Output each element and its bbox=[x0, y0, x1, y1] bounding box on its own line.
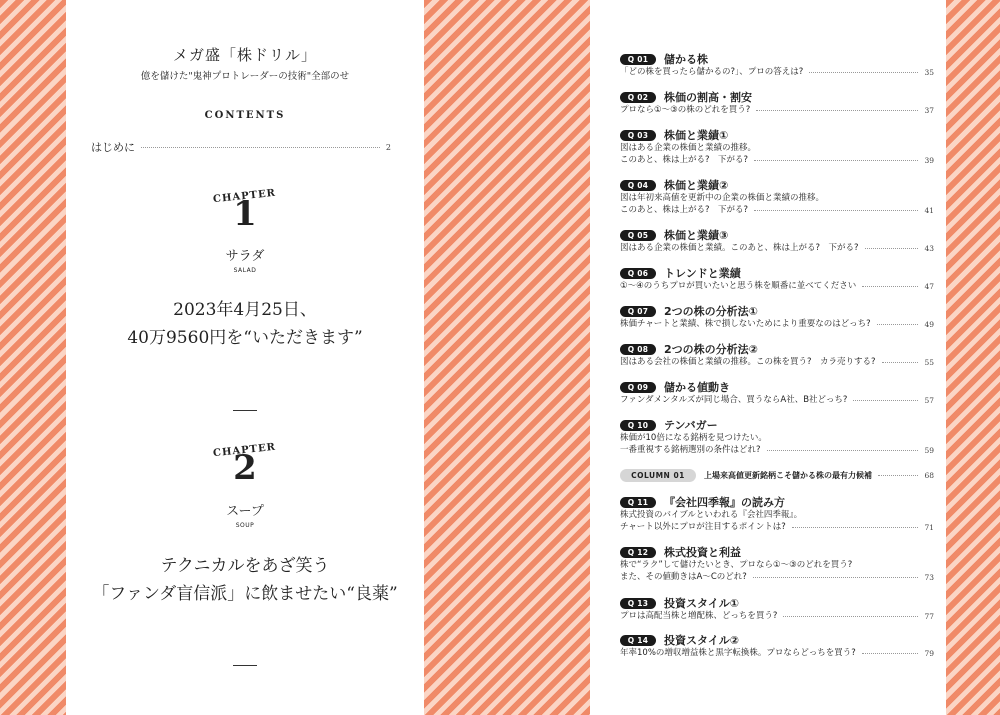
intro-page-number: 2 bbox=[385, 142, 391, 152]
chapter-2-headline[interactable] bbox=[66, 552, 424, 608]
toc-entry-column-01[interactable] bbox=[620, 469, 934, 482]
page-number: 57 bbox=[924, 396, 934, 405]
toc-intro-entry[interactable] bbox=[91, 139, 391, 155]
book-title: メガ盛「株ドリル」 bbox=[172, 46, 317, 64]
book-subtitle: 億を儲けた"鬼神プロトレーダーの技術"全部のせ bbox=[140, 71, 350, 82]
question-badge: Q 13 bbox=[620, 598, 656, 609]
contents-left-page bbox=[66, 0, 424, 715]
stripe-margin-left bbox=[0, 0, 66, 715]
question-badge: Q 07 bbox=[620, 306, 656, 317]
page-number: 41 bbox=[924, 206, 934, 215]
question-badge: Q 12 bbox=[620, 547, 656, 558]
dot-leader bbox=[862, 653, 919, 654]
question-description: 図は年初来高値を更新中の企業の株価と業績の推移。 bbox=[620, 193, 825, 203]
toc-entry-q11[interactable] bbox=[620, 495, 934, 533]
question-badge: Q 08 bbox=[620, 344, 656, 355]
chapter-1-headline-line-1: 2023年4月25日、 bbox=[173, 300, 317, 320]
question-badge: Q 05 bbox=[620, 230, 656, 241]
question-title: 2つの株の分析法① bbox=[664, 305, 758, 318]
chapter-1-number: 1 bbox=[233, 194, 257, 234]
chapter-separator bbox=[233, 665, 257, 666]
toc-entry-q06[interactable] bbox=[620, 266, 934, 292]
contents-heading: CONTENTS bbox=[204, 110, 286, 121]
question-badge: Q 03 bbox=[620, 130, 656, 141]
page-number: 79 bbox=[924, 649, 934, 658]
question-description: 株で“ラク”して儲けたいとき、プロなら①～③のどれを買う? bbox=[620, 560, 853, 570]
question-title: 株価と業績② bbox=[664, 179, 729, 192]
toc-entry-q12[interactable] bbox=[620, 545, 934, 583]
toc-entry-q05[interactable] bbox=[620, 228, 934, 254]
dot-leader bbox=[141, 147, 380, 148]
page-number: 47 bbox=[924, 282, 934, 291]
toc-entry-q09[interactable] bbox=[620, 380, 934, 406]
question-description: また、その値動きはA～Cのどれ? bbox=[620, 572, 747, 582]
question-description: 「どの株を買ったら儲かるの?」、プロの答えは? bbox=[620, 67, 804, 77]
toc-entry-q07[interactable] bbox=[620, 304, 934, 330]
dot-leader bbox=[865, 248, 919, 249]
chapter-2-title-en: SOUP bbox=[235, 522, 255, 529]
dot-leader bbox=[809, 72, 918, 73]
question-badge: Q 10 bbox=[620, 420, 656, 431]
question-title: 儲かる株 bbox=[664, 53, 708, 66]
question-description: ①～④のうちプロが買いたいと思う株を順番に並べてください bbox=[620, 281, 857, 291]
chapter-1-title-en: SALAD bbox=[233, 267, 257, 274]
page-number: 59 bbox=[924, 446, 934, 455]
toc-entry-q01[interactable] bbox=[620, 52, 934, 78]
page-number: 71 bbox=[924, 523, 934, 532]
column-title: 上場来高値更新銘柄こそ儲かる株の最有力候補 bbox=[704, 471, 872, 480]
question-title: テンバガー bbox=[664, 419, 718, 432]
question-badge: Q 04 bbox=[620, 180, 656, 191]
question-title: 株価と業績① bbox=[664, 129, 729, 142]
dot-leader bbox=[754, 160, 918, 161]
stripe-margin-right bbox=[946, 0, 1000, 715]
toc-entry-q04[interactable] bbox=[620, 178, 934, 216]
question-title: 株価と業績③ bbox=[664, 229, 729, 242]
dot-leader bbox=[753, 577, 919, 578]
question-badge: Q 11 bbox=[620, 497, 656, 508]
dot-leader bbox=[783, 616, 918, 617]
page-number: 73 bbox=[924, 573, 934, 582]
page-number: 37 bbox=[924, 106, 934, 115]
page-number: 39 bbox=[924, 156, 934, 165]
toc-entry-q14[interactable] bbox=[620, 633, 934, 659]
question-description: 株式投資のバイブルといわれる『会社四季報』。 bbox=[620, 510, 803, 520]
page-number: 43 bbox=[924, 244, 934, 253]
question-title: 投資スタイル① bbox=[664, 597, 740, 610]
question-description: 株価が10倍になる銘柄を見つけたい。 bbox=[620, 433, 767, 443]
question-description: このあと、株は上がる? 下がる? bbox=[620, 205, 749, 215]
question-description: 図はある会社の株価と業績の推移。この株を買う? カラ売りする? bbox=[620, 357, 876, 367]
chapter-1-label: CHAPTER bbox=[213, 187, 277, 206]
chapter-2-title: スープ bbox=[226, 504, 264, 519]
intro-label: はじめに bbox=[91, 141, 135, 154]
dot-leader bbox=[862, 286, 918, 287]
dot-leader bbox=[792, 527, 919, 528]
toc-entry-q03[interactable] bbox=[620, 128, 934, 166]
dot-leader bbox=[756, 110, 918, 111]
question-description: 一番重視する銘柄選別の条件はどれ? bbox=[620, 445, 761, 455]
question-description: ファンダメンタルズが同じ場合、買うならA社、B社どっち? bbox=[620, 395, 848, 405]
toc-entry-q08[interactable] bbox=[620, 342, 934, 368]
dot-leader bbox=[754, 210, 918, 211]
question-description: 株価チャートと業績、株で損しないためにより重要なのはどっち? bbox=[620, 319, 871, 329]
chapter-1-title: サラダ bbox=[225, 249, 265, 264]
chapter-separator bbox=[233, 410, 257, 411]
question-description: 図はある企業の株価と業績。このあと、株は上がる? 下がる? bbox=[620, 243, 859, 253]
toc-entry-q13[interactable] bbox=[620, 596, 934, 622]
dot-leader bbox=[878, 475, 918, 476]
page-number: 77 bbox=[924, 612, 934, 621]
question-description: このあと、株は上がる? 下がる? bbox=[620, 155, 749, 165]
stripe-margin-center bbox=[424, 0, 590, 715]
question-badge: Q 06 bbox=[620, 268, 656, 279]
question-description: プロは高配当株と増配株、どっちを買う? bbox=[620, 611, 778, 621]
dot-leader bbox=[882, 362, 919, 363]
question-description: チャート以外にプロが注目するポイントは? bbox=[620, 522, 786, 532]
question-title: 株式投資と利益 bbox=[664, 546, 741, 559]
question-badge: Q 14 bbox=[620, 635, 656, 646]
toc-entry-q10[interactable] bbox=[620, 418, 934, 456]
chapter-2-headline-line-2: 「ファンダ盲信派」に飲ませたい“良薬” bbox=[92, 584, 398, 604]
question-title: 投資スタイル② bbox=[664, 634, 740, 647]
chapter-2-number: 2 bbox=[233, 448, 257, 488]
page-number: 35 bbox=[924, 68, 934, 77]
chapter-2-headline-line-1: テクニカルをあざ笑う bbox=[160, 556, 330, 576]
contents-right-page bbox=[590, 0, 946, 715]
chapter-2-label: CHAPTER bbox=[213, 441, 277, 460]
question-badge: Q 01 bbox=[620, 54, 656, 65]
question-badge: Q 09 bbox=[620, 382, 656, 393]
question-description: 年率10%の増収増益株と黒字転換株。プロならどっちを買う? bbox=[620, 648, 856, 658]
question-description: 図はある企業の株価と業績の推移。 bbox=[620, 143, 757, 153]
page-number: 49 bbox=[924, 320, 934, 329]
page-number: 68 bbox=[924, 471, 934, 480]
question-title: 2つの株の分析法② bbox=[664, 343, 758, 356]
chapter-1-headline-line-2: 40万9560円を“いただきます” bbox=[127, 328, 363, 348]
dot-leader bbox=[853, 400, 918, 401]
toc-entry-q02[interactable] bbox=[620, 90, 934, 116]
column-badge: COLUMN 01 bbox=[620, 469, 696, 482]
question-description: プロなら①～③の株のどれを買う? bbox=[620, 105, 751, 115]
question-badge: Q 02 bbox=[620, 92, 656, 103]
question-title: トレンドと業績 bbox=[664, 267, 741, 280]
question-title: 株価の割高・割安 bbox=[664, 91, 752, 104]
dot-leader bbox=[767, 450, 919, 451]
chapter-1-headline[interactable] bbox=[66, 296, 424, 352]
dot-leader bbox=[877, 324, 919, 325]
question-title: 『会社四季報』の読み方 bbox=[664, 496, 785, 509]
page-number: 55 bbox=[924, 358, 934, 367]
question-title: 儲かる値動き bbox=[664, 381, 730, 394]
